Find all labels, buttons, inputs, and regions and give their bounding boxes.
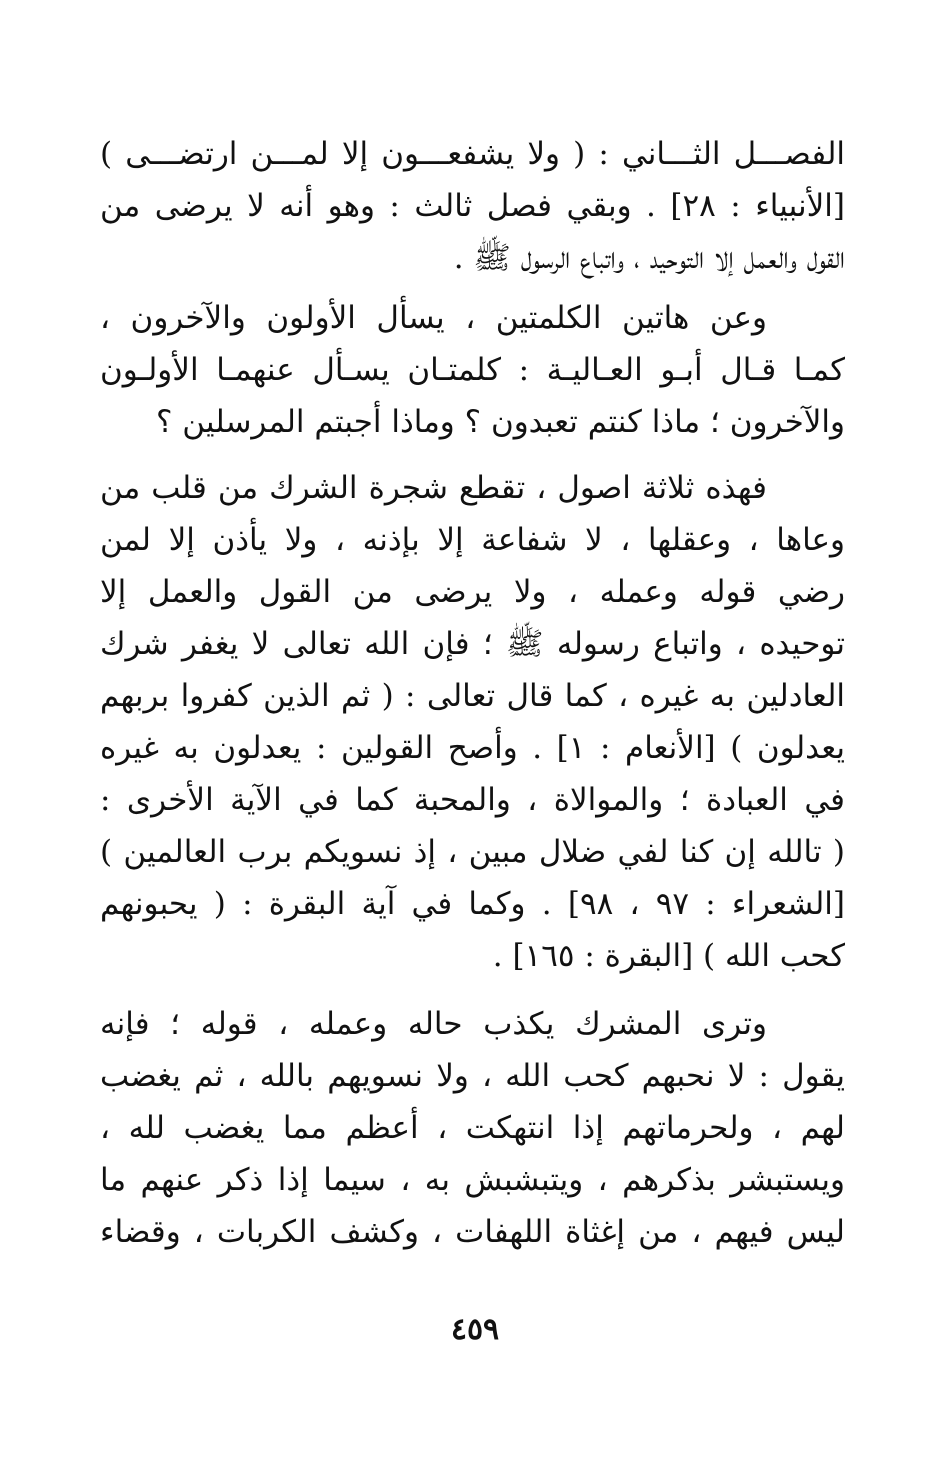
text-line: والآخرون ؛ ماذا كنتم تعبدون ؟ وماذا أجبتم المرسلين ؟ <box>155 404 845 440</box>
paragraph-3 <box>100 462 845 982</box>
text-line: فهذه ثلاثة اصول ، تقطع شجرة الشرك من قلب من <box>100 470 767 506</box>
text-line: ( تالله إن كنا لفي ضلال مبين ، إذ نسويكم برب العالمين ) <box>100 834 845 870</box>
text-line: ويستبشر بذكرهم ، ويتبشبش به ، سيما إذا ذكر عنهم ما <box>100 1162 845 1198</box>
text-line: توحيده ، واتباع رسوله ﷺ ؛ فإن الله تعالى لا يغفر شرك <box>100 626 845 662</box>
text-line: [الأنبياء : ٢٨] . وبقي فصل ثالث : وهو أنه لا يرضى من <box>100 188 845 224</box>
text-line: كمـا قـال أبـو العـاليـة : كلمتـان يسـأل عنهمـا الأولـون <box>100 352 845 388</box>
page-number: ٤٥٩ <box>450 1312 500 1347</box>
text-line: وعاها ، وعقلها ، لا شفاعة إلا بإذنه ، ولا يأذن إلا لمن <box>100 522 845 558</box>
text-line: رضي قوله وعمله ، ولا يرضى من القول والعمل إلا <box>100 574 845 610</box>
text-line: العادلين به غيره ، كما قال تعالى : ( ثم الذين كفروا بربهم <box>100 678 845 714</box>
text-line: القول والعمل إلا التوحيد ، واتباع الرسول ﷺ . <box>453 240 845 276</box>
paragraph-2 <box>100 292 845 448</box>
text-line: يقول : لا نحبهم كحب الله ، ولا نسويهم بالله ، ثم يغضب <box>100 1058 845 1094</box>
text-line: لهم ، ولحرماتهم إذا انتهكت ، أعظم مما يغضب لله ، <box>100 1110 845 1146</box>
text-line: وترى المشرك يكذب حاله وعمله ، قوله ؛ فإنه <box>100 1006 767 1042</box>
text-line: ليس فيهم ، من إغثاة اللهفات ، وكشف الكربات ، وقضاء <box>100 1214 845 1250</box>
text-line: الفصـــل الثـــاني : ( ولا يشفعـــون إلا لمـــن ارتضـــى ) <box>100 136 845 172</box>
text-line: [الشعراء : ٩٧ ، ٩٨] . وكما في آية البقرة : ( يحبونهم <box>100 886 845 922</box>
text-line: يعدلون ) [الأنعام : ١] . وأصح القولين : يعدلون به غيره <box>100 730 845 766</box>
paragraph-1 <box>100 128 845 284</box>
paragraph-4 <box>100 998 845 1258</box>
body-text <box>100 128 845 1258</box>
text-line: كحب الله ) [البقرة : ١٦٥] . <box>492 938 845 974</box>
text-line: في العبادة ؛ والموالاة ، والمحبة كما في الآية الأخرى : <box>100 782 845 818</box>
text-line: وعن هاتين الكلمتين ، يسأل الأولون والآخرون ، <box>100 300 767 336</box>
